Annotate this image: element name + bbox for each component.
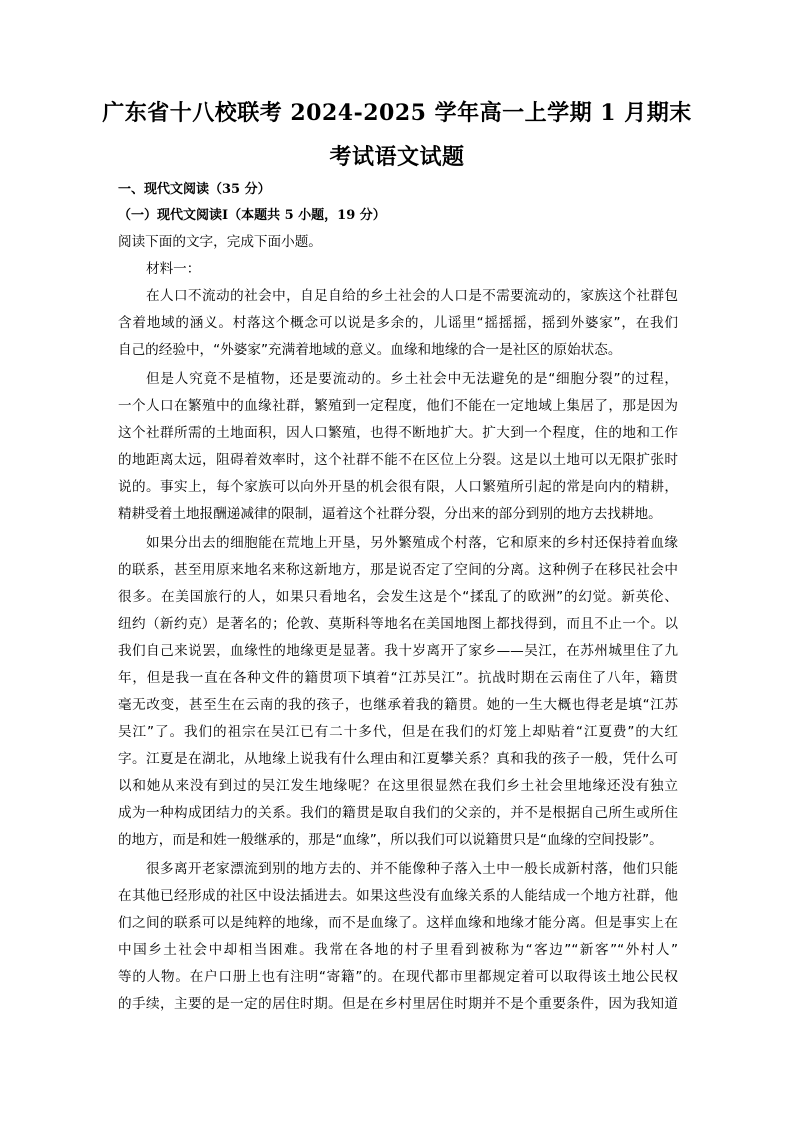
paragraph-line: 的地距离太远，阻碍着效率时，这个社群不能不在区位上分裂。这是以土地可以无限扩张时 [118,452,678,468]
paragraph-line: 精耕受着土地报酬递减律的限制，逼着这个社群分裂，分出来的部分到别的地方去找耕地。 [118,506,662,522]
paragraph-line: 如果分出去的细胞能在荒地上开垦，另外繁殖成个村落，它和原来的乡村还保持着血缘 [146,535,678,551]
paragraph-line: 的联系，甚至用原来地名来称这新地方，那是说否定了空间的分离。这种例子在移民社会中 [118,562,678,578]
paragraph-line: 毫无改变，甚至生在云南的我的孩子，也继承着我的籍贯。她的一生大概也得老是填“江苏 [118,697,678,713]
paragraph-line: 吴江”了。我们的祖宗在吴江已有二十多代，但是在我们的灯笼上却贴着“江夏费”的大红 [118,724,678,740]
document-title-line-1: 广东省十八校联考 2024-2025 学年高一上学期 1 月期末 [102,100,692,126]
paragraph-line: 的手续，主要的是一定的居住时期。但是在乡村里居住时期并不是个重要条件，因为我知道 [118,996,678,1012]
paragraph-line: 一个人口在繁殖中的血缘社群，繁殖到一定程度，他们不能在一定地域上集居了，那是因为 [118,398,678,414]
paragraph-line: 年，但是我一直在各种文件的籍贯项下填着“江苏吴江”。抗战时期在云南住了八年，籍贯 [118,670,678,686]
subsection-heading: （一）现代文阅读Ⅰ（本题共 5 小题，19 分） [118,208,386,223]
paragraph-line: 在其他已经形成的社区中设法插进去。如果这些没有血缘关系的人能结成一个地方社群，他 [118,888,678,904]
paragraph-line: 很多。在美国旅行的人，如果只看地名，会发生这是个“揉乱了的欧洲”的幻觉。新英伦、 [118,589,678,605]
paragraph-line: 但是人究竟不是植物，还是要流动的。乡土社会中无法避免的是“细胞分裂”的过程， [146,371,678,387]
paragraph-line: 字。江夏是在湖北，从地缘上说我有什么理由和江夏攀关系？真和我的孩子一般，凭什么可 [118,751,678,767]
paragraph-line: 成为一种构成团结力的关系。我们的籍贯是取自我们的父亲的，并不是根据自己所生或所住 [118,805,678,821]
paragraph-line: 含着地域的涵义。村落这个概念可以说是多余的，儿谣里“摇摇摇，摇到外婆家”，在我们 [118,315,678,331]
paragraph-line: 很多离开老家漂流到别的地方去的、并不能像种子落入土中一般长成新村落，他们只能 [146,861,678,877]
document-title-line-2: 考试语文试题 [329,144,465,170]
paragraph-line: 在人口不流动的社会中，自足自给的乡土社会的人口是不需要流动的，家族这个社群包 [146,288,678,304]
paragraph-line: 纽约（新约克）是著名的；伦敦、莫斯科等地名在美国地图上都找得到，而且不止一个。以 [118,616,678,632]
paragraph-line: 们之间的联系可以是纯粹的地缘，而不是血缘了。这样血缘和地缘才能分离。但是事实上在 [118,915,678,931]
instruction-text: 阅读下面的文字，完成下面小题。 [118,234,322,250]
paragraph-line: 中国乡土社会中却相当困难。我常在各地的村子里看到被称为“客边”“新客”“外村人” [118,942,678,958]
section-heading: 一、现代文阅读（35 分） [118,182,271,197]
paragraph-line: 自己的经验中，“外婆家”充满着地域的意义。血缘和地缘的合一是社区的原始状态。 [118,342,622,358]
paragraph-line: 这个社群所需的土地面积，因人口繁殖，也得不断地扩大。扩大到一个程度，住的地和工作 [118,425,678,441]
paragraph-line: 的地方，而是和姓一般继承的，那是“血缘”，所以我们可以说籍贯只是“血缘的空间投影”。 [118,832,663,848]
material-label: 材料一： [146,261,201,277]
paragraph-line: 我们自己来说罢，血缘性的地缘更是显著。我十岁离开了家乡——吴江，在苏州城里住了九 [118,643,678,659]
paragraph-line: 以和她从来没有到过的吴江发生地缘呢？在这里很显然在我们乡土社会里地缘还没有独立 [118,778,678,794]
paragraph-line: 等的人物。在户口册上也有注明“寄籍”的。在现代都市里都规定着可以取得该土地公民权 [118,969,678,985]
paragraph-line: 说的。事实上，每个家族可以向外开垦的机会很有限，人口繁殖所引起的常是向内的精耕， [118,479,678,495]
